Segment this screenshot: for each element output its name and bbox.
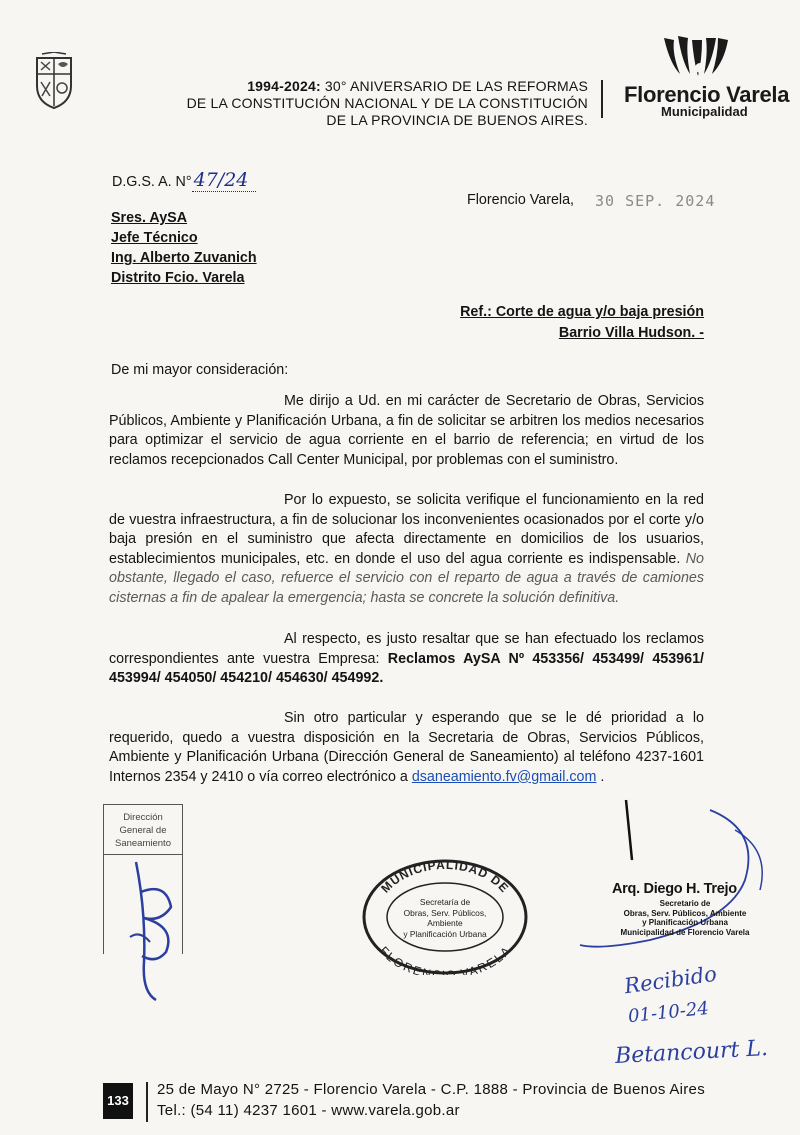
paragraph-4-end: . — [596, 768, 605, 785]
municipal-seal — [360, 855, 530, 975]
anniversary-header — [168, 78, 588, 129]
place: Florencio Varela, — [467, 192, 575, 208]
paragraph-4 — [109, 709, 704, 787]
handwritten-date: 01-10-24 — [627, 997, 710, 1028]
municipal-logo-icon — [660, 34, 732, 78]
seal-center-line: y Planificación Urbana — [403, 928, 487, 939]
stamp-box-line: Dirección — [123, 812, 163, 823]
contact-email-link[interactable]: dsaneamiento.fv@gmail.com — [411, 768, 597, 785]
seal-center-line: Secretaría de — [419, 897, 471, 907]
initials-signature-icon — [116, 852, 186, 1002]
brand-subtitle: Municipalidad — [661, 104, 748, 119]
stamp-box-line: General de — [119, 825, 167, 836]
reference-line-1: Ref.: Corte de agua y/o baja presión — [460, 304, 704, 320]
handwritten-name: Betancourt L. — [614, 1036, 769, 1069]
seal-center-text — [390, 897, 500, 939]
footer-divider — [146, 1082, 148, 1122]
document-number-value: 47/24 — [192, 169, 257, 192]
footer-badge-text: 133 — [107, 1093, 129, 1108]
anniversary-line-2: DE LA CONSTITUCIÓN NACIONAL Y DE LA CONSTITUCIÓN — [186, 95, 588, 111]
seal-center-line: Obras, Serv. Públicos, Ambiente — [403, 907, 487, 928]
document-number — [112, 170, 256, 192]
anniversary-line-3: DE LA PROVINCIA DE BUENOS AIRES. — [326, 112, 588, 128]
paragraph-1-text: Me dirijo a Ud. en mi carácter de Secretario de Obras, Servicios Públicos, Ambiente y Planificación Urbana, a fin de solicitar se arbitren los medios necesarios para optimizar el servicio de agua corriente en el barrio de referencia; en virtud de los reclamos recepcionados Call Center Municipal, por problemas con el suministro. — [109, 393, 704, 468]
document-number-prefix: D.G.S. A. N° — [112, 174, 192, 190]
signatory-title — [610, 899, 760, 937]
paragraph-1 — [109, 392, 704, 470]
addressee-line: Sres. AySA — [111, 210, 188, 226]
claims-list: Reclamos AySA Nº 453356/ 453499/ 453961/ 453994/ 454050/ 454210/ 454630/ 454992. — [109, 650, 704, 687]
anniversary-years: 1994-2024: — [247, 78, 321, 94]
signatory-title-line: Obras, Serv. Públicos, Ambiente — [623, 908, 747, 918]
seal-bottom-arc: FLORENCIO VARELA — [376, 943, 514, 975]
brand-name: Florencio Varela — [624, 82, 790, 107]
signatory-title-line: y Planificación Urbana — [642, 918, 728, 927]
paragraph-4-text: Sin otro particular y esperando que se le dé prioridad a lo requerido, quedo a vuestra disposición en la Secretaria de Obras, Servicios Públicos, Ambiente y Planificación Urbana (Dirección General de Saneamiento) al teléfono 4237-1601 Internos 2354 y 2410 o vía correo electrónico a — [109, 710, 704, 785]
signatory-title-line: Municipalidad de Florencio Varela — [620, 927, 750, 937]
header-divider — [601, 80, 603, 118]
signatory-title-line: Secretario de — [659, 899, 711, 908]
addressee-line: Jefe Técnico — [111, 230, 198, 246]
footer-address: 25 de Mayo N° 2725 - Florencio Varela - C.P. 1888 - Provincia de Buenos Aires — [157, 1081, 705, 1098]
footer-badge-icon — [103, 1083, 133, 1119]
paragraph-2 — [109, 491, 704, 609]
stamp-box-line: Saneamiento — [115, 838, 171, 849]
paragraph-2-text: Por lo expuesto, se solicita verifique el funcionamiento en la red de vuestra infraestructura, a fin de solucionar los inconvenientes ocasionados por el corte y/o baja presión en el suministro que afecta directamente en domicilios de los usuarios, establecimientos municipales, etc. en donde el uso del agua corriente es indispensable. — [109, 492, 704, 567]
seal-top-arc: MUNICIPALIDAD DE — [378, 857, 512, 896]
date-stamp: 30 SEP. 2024 — [595, 192, 716, 210]
paragraph-2-italic: No obstante, llegado el caso, refuerce el servicio con el reparto de agua a través de camiones cisternas a fin de apalear la emergencia; hasta se concrete la solución definitiva. — [109, 550, 704, 606]
svg-text:MUNICIPALIDAD DE — [378, 858, 511, 896]
addressee-line: Ing. Alberto Zuvanich — [111, 250, 257, 266]
paragraph-3 — [109, 630, 704, 689]
coat-of-arms-icon — [34, 52, 74, 110]
addressee-block — [111, 208, 257, 288]
addressee-line: Distrito Fcio. Varela — [111, 270, 245, 286]
signatory-name: Arq. Diego H. Trejo — [612, 881, 737, 897]
svg-text:FLORENCIO VARELA — [377, 944, 514, 975]
anniversary-line-1: 30° ANIVERSARIO DE LAS REFORMAS — [320, 78, 588, 94]
paragraph-3-text: Al respecto, es justo resaltar que se han efectuado los reclamos correspondientes ante vuestra Empresa: — [109, 631, 704, 667]
reference-line-2: Barrio Villa Hudson. - — [558, 325, 704, 341]
footer-contact: Tel.: (54 11) 4237 1601 - www.varela.gob.ar — [157, 1102, 460, 1119]
salutation: De mi mayor consideración: — [111, 362, 289, 378]
handwritten-received: Recibido — [622, 961, 719, 999]
